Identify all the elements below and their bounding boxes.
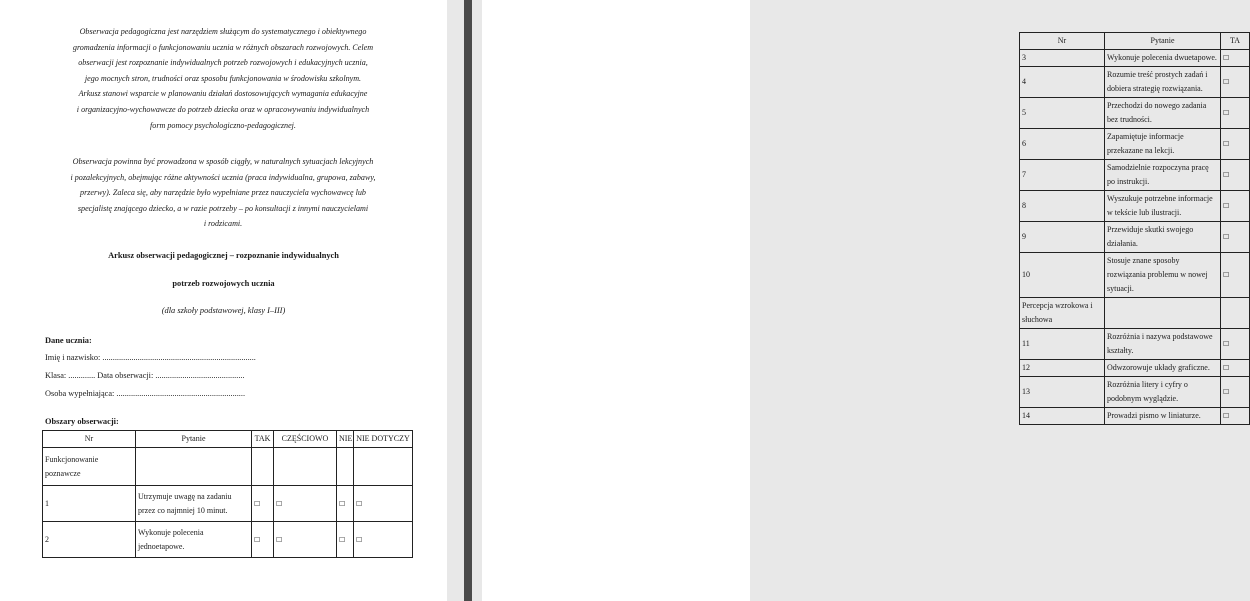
- column-header: Pytanie: [136, 431, 252, 448]
- document-title-line-1: Arkusz obserwacji pedagogicznej – rozpoznanie indywidualnych: [108, 251, 339, 260]
- row-number: 5: [1020, 98, 1105, 129]
- checkbox-icon[interactable]: ☐: [1223, 78, 1230, 86]
- answer-cell[interactable]: [337, 486, 354, 522]
- row-number: 11: [1020, 329, 1105, 360]
- column-header: Nr: [43, 431, 136, 448]
- name-field: Imię i nazwisko: ..........................................................................: [45, 353, 256, 362]
- class-date-field: Klasa: ............. Data obserwacji: ...........................................: [45, 371, 245, 380]
- intro-paragraph-1-line: form pomocy psychologiczno-pedagogicznej.: [150, 120, 296, 130]
- answer-cell[interactable]: [252, 486, 274, 522]
- intro-paragraph-2: [10, 154, 436, 232]
- checkbox-icon[interactable]: ☐: [1223, 412, 1230, 420]
- column-header: CZĘŚCIOWO: [274, 431, 337, 448]
- intro-paragraph-1-line: i organizacyjno-wychowawcze do potrzeb dziecka oraz w opracowywaniu indywidualnych: [76, 104, 370, 114]
- table-row: [1020, 408, 1250, 425]
- answer-cell[interactable]: [274, 486, 337, 522]
- answer-cell[interactable]: [1221, 253, 1250, 298]
- answer-cell[interactable]: [1221, 408, 1250, 425]
- column-header: TA: [1221, 33, 1250, 50]
- checkbox-icon[interactable]: ☐: [1223, 233, 1230, 241]
- answer-cell: [274, 448, 337, 486]
- row-number: 8: [1020, 191, 1105, 222]
- table-row: [43, 486, 413, 522]
- row-number: 3: [1020, 50, 1105, 67]
- document-title-line-2: potrzeb rozwojowych ucznia: [172, 279, 275, 288]
- answer-cell[interactable]: [354, 522, 413, 558]
- answer-cell[interactable]: [337, 522, 354, 558]
- row-number: 4: [1020, 67, 1105, 98]
- question-text: Zapamiętuje informacje przekazane na lekcji.: [1105, 129, 1221, 160]
- answer-cell: [1221, 298, 1250, 329]
- table-row: [1020, 360, 1250, 377]
- intro-paragraph-1-line: obserwacji jest rozpoznanie indywidualnych potrzeb rozwojowych i edukacyjnych ucznia,: [78, 58, 368, 68]
- column-header: Pytanie: [1105, 33, 1221, 50]
- intro-paragraph-2-line: i rodzicami.: [203, 219, 243, 229]
- question-text: Prowadzi pismo w liniaturze.: [1105, 408, 1221, 425]
- question-text: [1105, 298, 1221, 329]
- answer-cell[interactable]: [1221, 129, 1250, 160]
- row-number: 1: [43, 486, 136, 522]
- question-text: Stosuje znane sposoby rozwiązania problemu w nowej sytuacji.: [1105, 253, 1221, 298]
- observation-table-page-2: [1019, 32, 1250, 425]
- answer-cell[interactable]: [1221, 98, 1250, 129]
- answer-cell[interactable]: [1221, 360, 1250, 377]
- checkbox-icon[interactable]: ☐: [1223, 364, 1230, 372]
- intro-paragraph-1-line: gromadzenia informacji o funkcjonowaniu ucznia w różnych obszarach rozwojowych. Celem: [72, 42, 374, 52]
- column-header: TAK: [252, 431, 274, 448]
- student-data-heading: Dane ucznia:: [45, 336, 92, 345]
- checkbox-icon[interactable]: ☐: [276, 499, 283, 508]
- checkbox-icon[interactable]: ☐: [1223, 109, 1230, 117]
- row-number: 2: [43, 522, 136, 558]
- document-page-left: [0, 0, 447, 601]
- answer-cell[interactable]: [252, 522, 274, 558]
- document-subtitle: (dla szkoły podstawowej, klasy I–III): [161, 306, 286, 315]
- question-text: Wykonuje polecenia jednoetapowe.: [136, 522, 252, 558]
- section-row: [43, 448, 413, 486]
- answer-cell[interactable]: [1221, 377, 1250, 408]
- question-text: Samodzielnie rozpoczyna pracę po instrukcji.: [1105, 160, 1221, 191]
- answer-cell[interactable]: [274, 522, 337, 558]
- checkbox-icon[interactable]: ☐: [1223, 388, 1230, 396]
- intro-paragraph-1-line: Arkusz stanowi wsparcie w planowaniu działań dostosowujących wymagania edukacyjne: [78, 89, 368, 99]
- checkbox-icon[interactable]: ☐: [254, 499, 261, 508]
- checkbox-icon[interactable]: ☐: [339, 499, 346, 508]
- row-number: 10: [1020, 253, 1105, 298]
- intro-paragraph-1-line: jego mocnych stron, trudności oraz sposobu funkcjonowania w środowisku szkolnym.: [84, 73, 362, 83]
- answer-cell[interactable]: [1221, 222, 1250, 253]
- row-number: 9: [1020, 222, 1105, 253]
- question-text: Wykonuje polecenia dwuetapowe.: [1105, 50, 1221, 67]
- document-page-right: [482, 0, 1241, 601]
- table-row: [1020, 191, 1250, 222]
- question-text: Przewiduje skutki swojego działania.: [1105, 222, 1221, 253]
- checkbox-icon[interactable]: ☐: [1223, 340, 1230, 348]
- answer-cell: [252, 448, 274, 486]
- section-label: Funkcjonowanie poznawcze: [43, 448, 136, 486]
- table-header-row: [1020, 33, 1250, 50]
- table-row: [1020, 67, 1250, 98]
- row-number: 14: [1020, 408, 1105, 425]
- checkbox-icon[interactable]: ☐: [1223, 171, 1230, 179]
- table-row: [1020, 98, 1250, 129]
- observation-areas-heading: Obszary obserwacji:: [45, 417, 119, 426]
- observation-table-page-1: [42, 430, 413, 558]
- table-header-row: [43, 431, 413, 448]
- question-text: Wyszukuje potrzebne informacje w tekście lub ilustracji.: [1105, 191, 1221, 222]
- section-label: Percepcja wzrokowa i słuchowa: [1020, 298, 1105, 329]
- question-text: Przechodzi do nowego zadania bez trudności.: [1105, 98, 1221, 129]
- section-row: [1020, 298, 1250, 329]
- intro-paragraph-2-line: specjalistę znającego dziecko, a w razie potrzeby – po konsultacji z innymi nauczycielami: [77, 203, 369, 213]
- question-text: Odwzorowuje układy graficzne.: [1105, 360, 1221, 377]
- intro-paragraph-1-line: Obserwacja pedagogiczna jest narzędziem służącym do systematycznego i obiektywnego: [79, 27, 367, 36]
- checkbox-icon[interactable]: ☐: [356, 499, 363, 508]
- checkbox-icon[interactable]: ☐: [1223, 54, 1230, 62]
- row-number: 6: [1020, 129, 1105, 160]
- answer-cell[interactable]: [1221, 191, 1250, 222]
- answer-cell[interactable]: [1221, 160, 1250, 191]
- column-header: Nr: [1020, 33, 1105, 50]
- checkbox-icon[interactable]: ☐: [356, 535, 363, 544]
- table-row: [1020, 50, 1250, 67]
- question-text: Utrzymuje uwagę na zadaniu przez co najmniej 10 minut.: [136, 486, 252, 522]
- table-row: [1020, 377, 1250, 408]
- checkbox-icon[interactable]: ☐: [1223, 140, 1230, 148]
- table-row: [43, 522, 413, 558]
- question-text: Rozróżnia litery i cyfry o podobnym wyglądzie.: [1105, 377, 1221, 408]
- answer-cell[interactable]: [1221, 329, 1250, 360]
- filled-by-field: Osoba wypełniająca: ..............................................................: [45, 389, 246, 398]
- answer-cell: [337, 448, 354, 486]
- table-row: [1020, 129, 1250, 160]
- answer-cell: [354, 448, 413, 486]
- checkbox-icon[interactable]: ☐: [254, 535, 261, 544]
- row-number: 13: [1020, 377, 1105, 408]
- question-text: Rozumie treść prostych zadań i dobiera strategię rozwiązania.: [1105, 67, 1221, 98]
- checkbox-icon[interactable]: ☐: [1223, 271, 1230, 279]
- intro-paragraph-1: [10, 24, 436, 133]
- checkbox-icon[interactable]: ☐: [276, 535, 283, 544]
- intro-paragraph-2-line: i pozalekcyjnych, obejmując różne aktywności ucznia (praca indywidualna, grupowa, zabawy,: [70, 172, 376, 182]
- intro-paragraph-2-line: przerwy). Zaleca się, aby narzędzie było wypełniane przez nauczyciela wychowawcę lub: [80, 188, 366, 198]
- question-text: Rozróżnia i nazywa podstawowe kształty.: [1105, 329, 1221, 360]
- table-row: [1020, 253, 1250, 298]
- question-text: [136, 448, 252, 486]
- row-number: 7: [1020, 160, 1105, 191]
- checkbox-icon[interactable]: ☐: [339, 535, 346, 544]
- answer-cell[interactable]: [1221, 67, 1250, 98]
- answer-cell[interactable]: [1221, 50, 1250, 67]
- row-number: 12: [1020, 360, 1105, 377]
- intro-paragraph-2-line: Obserwacja powinna być prowadzona w sposób ciągły, w naturalnych sytuacjach lekcyjnych: [72, 157, 374, 166]
- table-row: [1020, 329, 1250, 360]
- table-row: [1020, 160, 1250, 191]
- answer-cell[interactable]: [354, 486, 413, 522]
- table-row: [1020, 222, 1250, 253]
- column-header: NIE: [337, 431, 354, 448]
- checkbox-icon[interactable]: ☐: [1223, 202, 1230, 210]
- page-divider: [464, 0, 472, 601]
- column-header: NIE DOTYCZY: [354, 431, 413, 448]
